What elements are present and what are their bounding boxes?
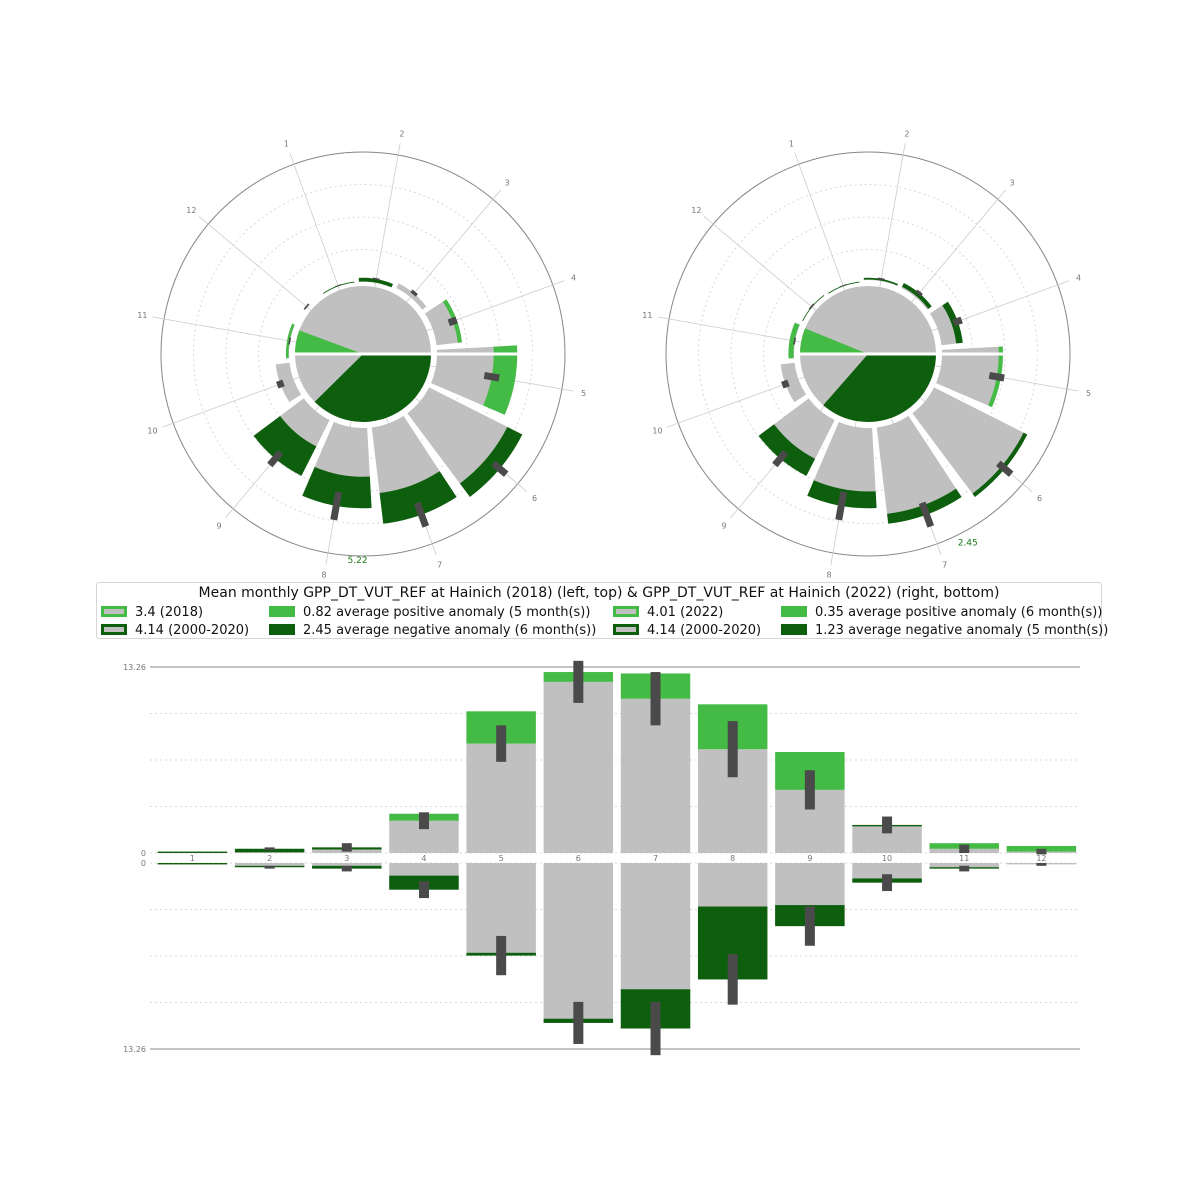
legend-item-positive-2022: 0.35 average positive anomaly (6 month(s)) (781, 605, 1102, 620)
polar-errorbar-month-12 (306, 306, 307, 307)
polar-month-label: 3 (1009, 178, 1015, 188)
bar-ytick-label: 13.26 (123, 1045, 146, 1054)
bar-bottom-month-7 (621, 863, 690, 989)
legend-swatch (613, 624, 639, 635)
legend-swatch (101, 606, 127, 617)
polar-month-label: 6 (532, 493, 538, 503)
bar-bottom-month-3 (312, 863, 381, 866)
polar-errorbar-month-8 (334, 492, 339, 520)
bar-errorbar-month-2 (265, 847, 275, 850)
polar-annotation: 5.22 (347, 556, 368, 567)
bar-errorbar-month-3 (342, 843, 352, 851)
polar-month-label: 7 (437, 560, 443, 570)
polar-month-label: 1 (283, 139, 289, 149)
polar-month-label: 9 (721, 521, 727, 531)
bar-errorbar-month-10 (882, 874, 892, 891)
bar-errorbar-month-9 (805, 770, 815, 809)
polar-errorbar-month-8 (839, 492, 844, 520)
bar-errorbar-month-2 (265, 866, 275, 869)
polar-month-label: 2 (399, 129, 405, 139)
polar-month-label: 9 (216, 521, 222, 531)
bar-errorbar-month-4 (419, 881, 429, 898)
bar-top-month-2 (235, 852, 304, 853)
bar-errorbar-month-11 (959, 866, 969, 872)
polar-month-label: 4 (570, 273, 577, 283)
bar-errorbar-month-8 (728, 721, 738, 777)
bar-bottom-month-6 (544, 863, 613, 1019)
polar-month-label: 6 (1037, 493, 1043, 503)
bar-errorbar-month-3 (342, 866, 352, 872)
bar-errorbar-month-6 (573, 661, 583, 703)
polar-month-label: 8 (826, 570, 832, 580)
polar-month-label: 5 (581, 388, 587, 398)
polar-month-label: 3 (504, 178, 510, 188)
bar-errorbar-month-7 (651, 1002, 661, 1055)
polar-month-label: 2 (904, 129, 910, 139)
bar-errorbar-month-7 (651, 672, 661, 725)
polar-month-label: 1 (788, 139, 794, 149)
polar-month-label: 7 (942, 560, 948, 570)
polar-errorbar-month-4 (449, 320, 457, 323)
legend-swatch (781, 606, 807, 617)
bar-anomaly-month-1 (158, 852, 227, 853)
bar-month-label: 11 (959, 854, 970, 863)
bar-month-label: 6 (575, 854, 581, 863)
legend-item-positive-2018: 0.82 average positive anomaly (5 month(s)) (269, 605, 590, 620)
legend-item-negative-2018: 2.45 average negative anomaly (6 month(s)) (269, 623, 596, 638)
polar-errorbar-month-3 (918, 292, 920, 295)
bar-errorbar-month-5 (496, 936, 506, 975)
polar-errorbar-month-5 (484, 375, 499, 378)
bar-month-label: 10 (881, 854, 893, 863)
bar-month-label: 9 (807, 854, 813, 863)
bar-anomaly-month-1 (158, 863, 227, 864)
bar-bottom-month-4 (389, 863, 458, 876)
polar-month-label: 11 (642, 311, 653, 321)
polar-errorbar-month-12 (811, 306, 812, 307)
bar-errorbar-month-12 (1036, 863, 1046, 866)
bar-month-label: 4 (421, 854, 427, 863)
polar-month-label: 8 (321, 570, 327, 580)
bar-ytick-label: 13.26 (123, 663, 146, 672)
legend-swatch (781, 624, 807, 635)
bar-month-label: 2 (267, 854, 273, 863)
bar-errorbar-month-4 (419, 812, 429, 829)
polar-month-label: 11 (137, 311, 148, 321)
bar-errorbar-month-11 (959, 845, 969, 853)
bar-bottom-month-8 (698, 863, 767, 906)
legend (96, 582, 1109, 639)
polar-chart-2018 (137, 129, 586, 579)
bar-month-label: 3 (344, 854, 350, 863)
bar-month-label: 7 (652, 854, 659, 863)
bar-month-label: 12 (1036, 854, 1047, 863)
bar-errorbar-month-6 (573, 1002, 583, 1044)
bar-bottom-month-9 (775, 863, 844, 905)
bar-errorbar-month-9 (805, 906, 815, 945)
bar-top-month-6 (544, 682, 613, 853)
legend-swatch (269, 606, 295, 617)
legend-swatch (613, 606, 639, 617)
legend-title: Mean monthly GPP_DT_VUT_REF at Hainich (2018) (left, top) & GPP_DT_VUT_REF at Hainich (2022) (right, bottom) (198, 585, 1000, 601)
bar-bottom-month-2 (235, 863, 304, 866)
polar-errorbar-month-4 (954, 320, 962, 323)
polar-annotation: 2.45 (957, 538, 978, 549)
legend-swatch (101, 624, 127, 635)
bar-month-label: 5 (498, 854, 504, 863)
bar-errorbar-month-8 (728, 954, 738, 1004)
polar-month-label: 12 (186, 206, 197, 216)
legend-item-reference-2022: 4.14 (2000-2020) (613, 623, 761, 638)
polar-month-label: 12 (691, 206, 702, 216)
polar-month-label: 10 (147, 426, 158, 436)
legend-swatch (269, 624, 295, 635)
legend-item-reference-2018: 4.14 (2000-2020) (101, 623, 249, 638)
bar-ytick-label: 0 (140, 859, 146, 868)
bar-month-label: 1 (189, 854, 195, 863)
legend-item-current-2018: 3.4 (2018) (101, 605, 203, 620)
bar-ytick-label: 0 (140, 849, 146, 858)
polar-chart-2022 (642, 129, 1091, 579)
mirrored-bar-chart (123, 661, 1080, 1055)
polar-month-label: 4 (1075, 273, 1082, 283)
bar-errorbar-month-10 (882, 817, 892, 834)
legend-item-negative-2022: 1.23 average negative anomaly (5 month(s)) (781, 623, 1108, 638)
polar-month-label: 5 (1086, 388, 1092, 398)
legend-item-current-2022: 4.01 (2022) (613, 605, 723, 620)
polar-errorbar-month-5 (989, 375, 1004, 378)
polar-errorbar-month-3 (413, 292, 415, 295)
bar-month-label: 8 (730, 854, 736, 863)
polar-errorbar-month-10 (782, 383, 788, 385)
polar-errorbar-month-10 (277, 383, 283, 385)
polar-month-label: 10 (652, 426, 663, 436)
bar-errorbar-month-5 (496, 725, 506, 761)
